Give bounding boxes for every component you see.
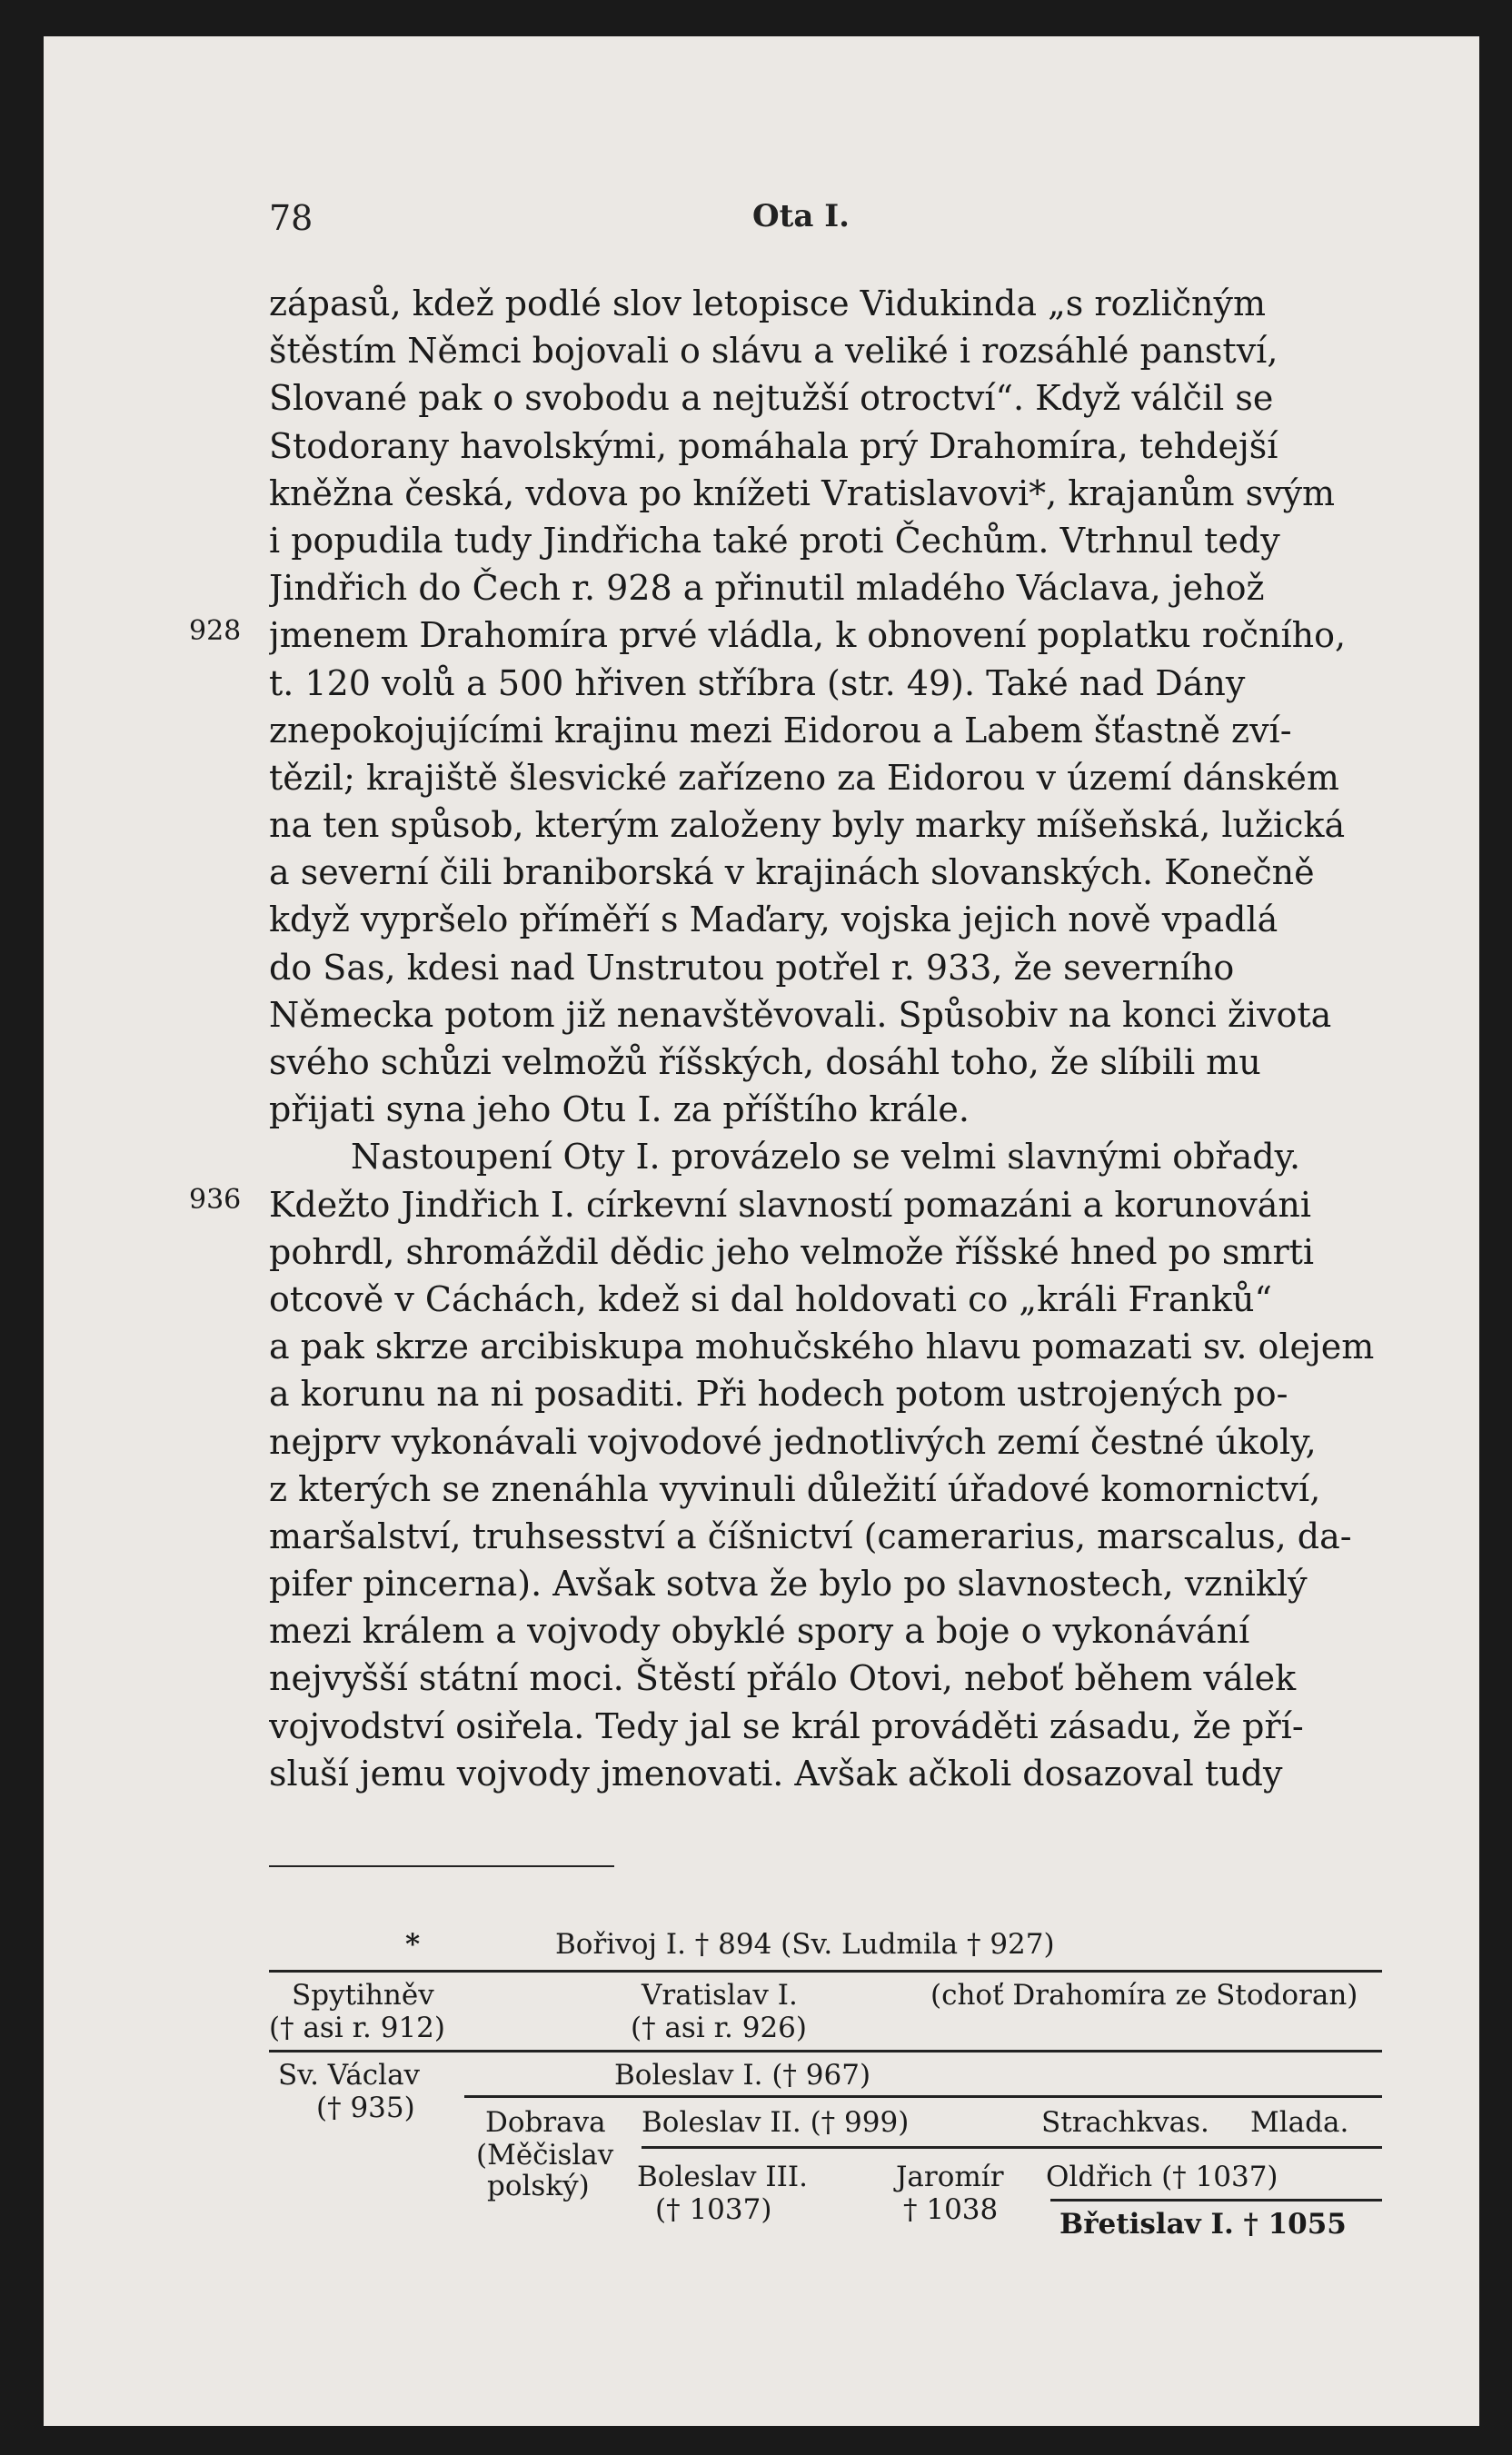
text-line: jmenem Drahomíra prvé vládla, k obnovení poplatku ročního,	[269, 615, 1347, 656]
genealogy-table	[269, 1890, 1396, 2253]
margin-year-936: 936	[189, 1184, 242, 1216]
genealogy-rule	[1050, 2199, 1382, 2202]
text-line: na ten spůsob, kterým založeny byly marky míšeňská, lužická	[269, 805, 1346, 846]
genealogy-dobrava: Dobrava	[485, 2106, 606, 2139]
text-line: pifer pincerna). Avšak sotva že bylo po slavnostech, vzniklý	[269, 1564, 1308, 1605]
text-line: pohrdl, shromáždil dědic jeho velmože říšské hned po smrti	[269, 1231, 1315, 1272]
footnote-separator	[269, 1865, 614, 1867]
text-line: svého schůzi velmožů říšských, dosáhl toho, že slíbili mu	[269, 1042, 1261, 1082]
genealogy-bretislav: Břetislav I. † 1055	[1059, 2208, 1347, 2241]
text-line: Jindřich do Čech r. 928 a přinutil mladého Václava, jehož	[269, 568, 1265, 609]
genealogy-vratislav-death: († asi r. 926)	[631, 2012, 807, 2044]
genealogy-dobrava-note: polský)	[487, 2170, 590, 2202]
genealogy-root: Bořivoj I. † 894 (Sv. Ludmila † 927)	[555, 1928, 1055, 1961]
genealogy-boleslav1: Boleslav I. († 967)	[614, 2059, 871, 2092]
genealogy-spytihnev: Spytihněv	[292, 1979, 434, 2012]
page-header	[44, 198, 1479, 253]
text-line: i popudila tudy Jindřicha také proti Čechům. Vtrhnul tedy	[269, 520, 1280, 561]
text-line: zápasů, kdež podlé slov letopisce Vidukinda „s rozličným	[269, 283, 1267, 323]
page-number: 78	[269, 198, 313, 238]
text-line: vojvodství osiřela. Tedy jal se král prováděti zásadu, že pří-	[269, 1705, 1304, 1746]
text-line: znepokojujícími krajinu mezi Eidorou a Labem šťastně zví-	[269, 710, 1292, 750]
genealogy-spytihnev-death: († asi r. 912)	[269, 2012, 445, 2044]
genealogy-mlada: Mlada.	[1250, 2106, 1349, 2139]
text-line: když vypršelo příměří s Maďary, vojska jejich nově vpadlá	[269, 900, 1278, 940]
genealogy-dobrava-note: (Měčislav	[476, 2139, 614, 2172]
genealogy-rule	[642, 2146, 1382, 2149]
text-line: Německa potom již nenavštěvovali. Spůsobiv na konci života	[269, 994, 1332, 1035]
genealogy-boleslav2: Boleslav II. († 999)	[642, 2106, 910, 2139]
text-line: štěstím Němci bojovali o slávu a veliké i rozsáhlé panství,	[269, 331, 1278, 372]
text-line: nejvyšší státní moci. Štěstí přálo Otovi, neboť během válek	[269, 1658, 1297, 1699]
text-line: Slované pak o svobodu a nejtužší otroctví“. Když válčil se	[269, 378, 1274, 419]
text-line: maršalství, truhsesství a číšnictví (camerarius, marscalus, da-	[269, 1516, 1352, 1556]
genealogy-vaclav-death: († 935)	[316, 2092, 415, 2124]
genealogy-oldrich: Oldřich († 1037)	[1046, 2161, 1278, 2193]
text-line: otcově v Cáchách, kdež si dal holdovati co „králi Franků“	[269, 1278, 1272, 1319]
genealogy-wife: (choť Drahomíra ze Stodoran)	[930, 1979, 1358, 2012]
genealogy-boleslav3: Boleslav III.	[637, 2161, 808, 2193]
running-title: Ota I.	[752, 198, 850, 234]
genealogy-vratislav: Vratislav I.	[642, 1979, 798, 2012]
text-line: a korunu na ni posaditi. Při hodech potom ustrojených po-	[269, 1374, 1288, 1415]
genealogy-rule	[464, 2095, 1382, 2098]
text-line: a severní čili braniborská v krajinách slovanských. Konečně	[269, 852, 1315, 893]
text-line: přijati syna jeho Otu I. za příštího krále.	[269, 1089, 970, 1130]
text-line: kněžna česká, vdova po knížeti Vratislavovi*, krajanům svým	[269, 472, 1336, 513]
book-page	[44, 36, 1479, 2426]
margin-year-928: 928	[189, 615, 242, 647]
text-line: do Sas, kdesi nad Unstrutou potřel r. 933, že severního	[269, 947, 1235, 988]
genealogy-rule	[269, 2050, 1382, 2052]
text-line: tězil; krajiště šlesvické zařízeno za Eidorou v území dánském	[269, 757, 1339, 798]
genealogy-strachkvas: Strachkvas.	[1041, 2106, 1209, 2139]
footnote-marker: *	[405, 1928, 421, 1961]
text-line: z kterých se znenáhla vyvinuli důležití úřadové komornictví,	[269, 1468, 1321, 1509]
text-line: Kdežto Jindřich I. církevní slavností pomazáni a korunováni	[269, 1184, 1312, 1225]
text-line: Stodorany havolskými, pomáhala prý Drahomíra, tehdejší	[269, 425, 1278, 466]
text-line: sluší jemu vojvody jmenovati. Avšak ačkoli dosazoval tudy	[269, 1753, 1283, 1794]
genealogy-vaclav: Sv. Václav	[278, 2059, 421, 2092]
text-line: nejprv vykonávali vojvodové jednotlivých zemí čestné úkoly,	[269, 1421, 1317, 1462]
text-line: a pak skrze arcibiskupa mohučského hlavu pomazati sv. olejem	[269, 1327, 1375, 1367]
genealogy-rule	[269, 1970, 1382, 1973]
body-text	[269, 280, 1382, 1797]
text-line: t. 120 volů a 500 hřiven stříbra (str. 49). Také nad Dány	[269, 662, 1246, 703]
genealogy-jaromir-death: † 1038	[903, 2193, 999, 2226]
genealogy-jaromir: Jaromír	[896, 2161, 1004, 2193]
text-line: mezi králem a vojvody obyklé spory a boje o vykonávání	[269, 1611, 1250, 1652]
text-line: Nastoupení Oty I. provázelo se velmi slavnými obřady.	[351, 1137, 1301, 1178]
genealogy-boleslav3-death: († 1037)	[655, 2193, 772, 2226]
